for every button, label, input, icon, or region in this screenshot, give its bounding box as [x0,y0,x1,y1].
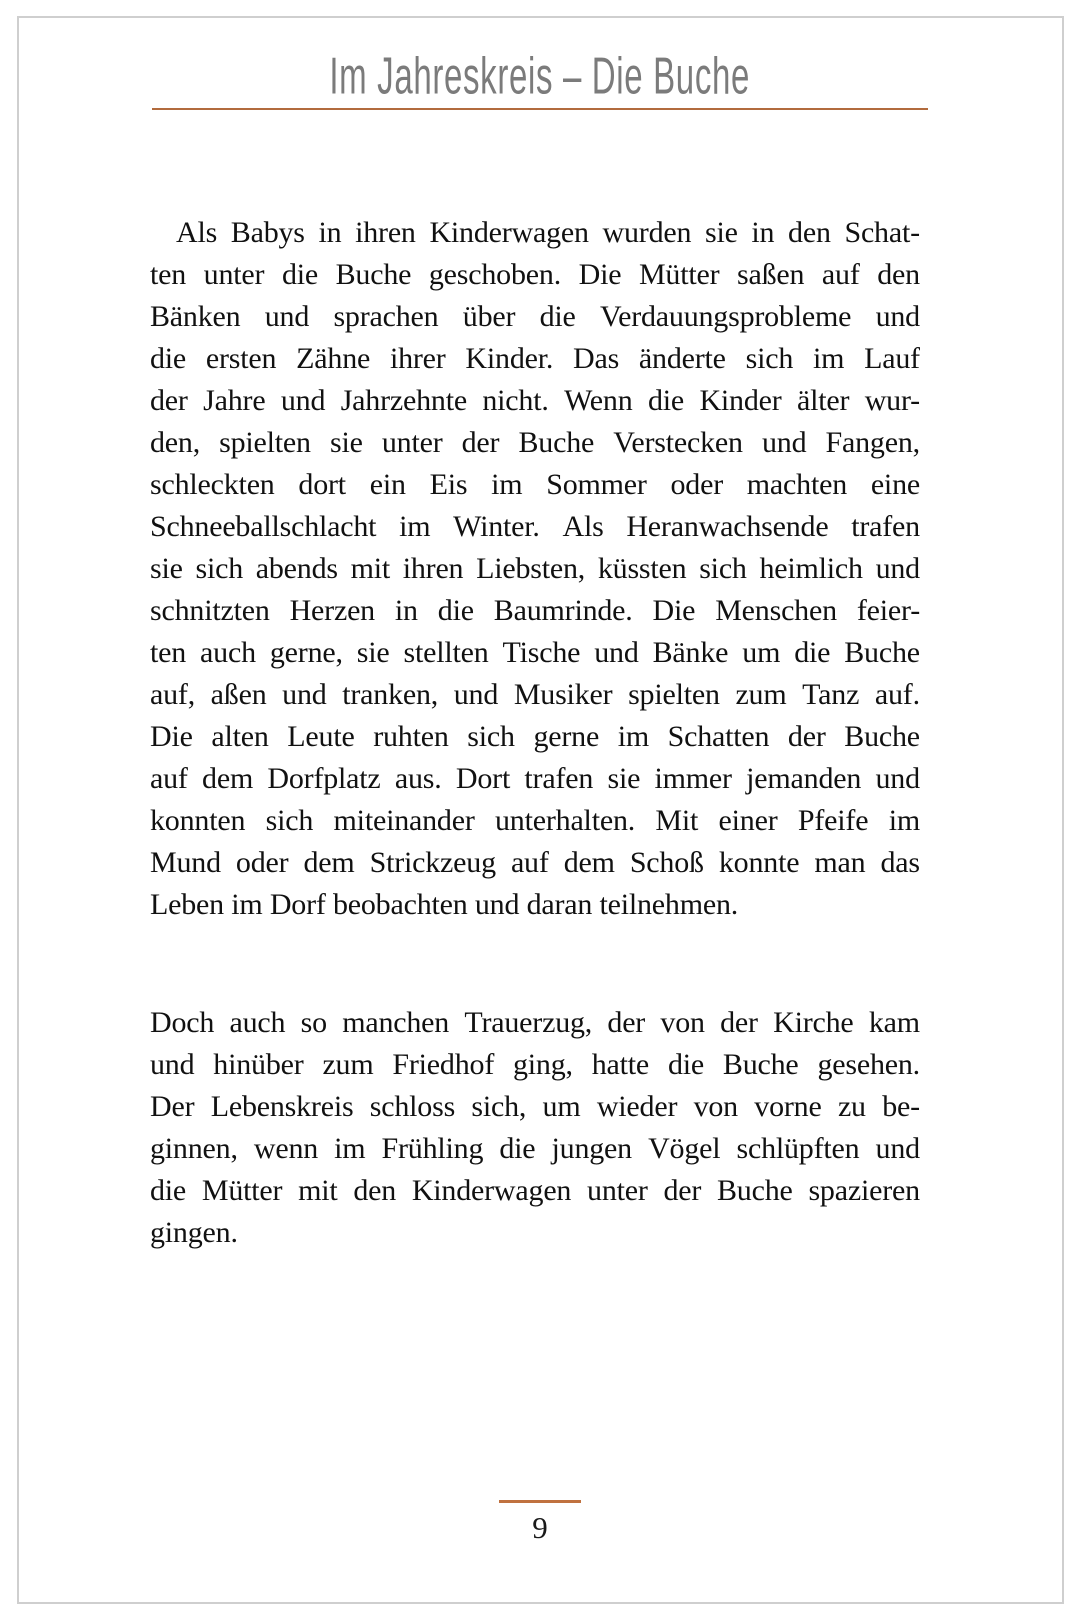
text-line: auf dem Dorfplatz aus. Dort trafen sie immer jemanden und [150,762,920,795]
page-footer [0,1500,1080,1548]
paragraph [150,1002,920,1254]
text-line: Schneeballschlacht im Winter. Als Heranwachsende trafen [150,510,920,543]
text-line: Leben im Dorf beobachten und daran teilnehmen. [150,888,739,921]
text-line: ten auch gerne, sie stellten Tische und Bänke um die Buche [150,636,920,669]
text-line: Die alten Leute ruhten sich gerne im Schatten der Buche [150,720,920,753]
text-line: gingen. [150,1216,238,1249]
chapter-header [0,48,1080,110]
page-number: 9 [532,1510,548,1545]
text-line: den, spielten sie unter der Buche Verstecken und Fangen, [150,426,920,459]
text-line: Mund oder dem Strickzeug auf dem Schoß konnte man das [150,846,920,879]
text-line: und hinüber zum Friedhof ging, hatte die Buche gesehen. [150,1048,920,1081]
text-line: Doch auch so manchen Trauerzug, der von der Kirche kam [150,1006,920,1039]
text-line: Bänken und sprachen über die Verdauungsprobleme und [150,300,920,333]
paragraph [150,212,920,926]
body-text [150,212,920,1254]
text-line: ginnen, wenn im Frühling die jungen Vögel schlüpften und [150,1132,920,1165]
text-line: die Mütter mit den Kinderwagen unter der Buche spazieren [150,1174,920,1207]
text-line: die ersten Zähne ihrer Kinder. Das änderte sich im Lauf [150,342,920,375]
text-line: schnitzten Herzen in die Baumrinde. Die Menschen feier- [150,594,920,627]
text-line: Als Babys in ihren Kinderwagen wurden sie in den Schat- [176,216,920,249]
header-divider-line [152,108,928,110]
footer-divider-line [499,1500,581,1503]
text-line: auf, aßen und tranken, und Musiker spielten zum Tanz auf. [150,678,920,711]
text-line: schleckten dort ein Eis im Sommer oder machten eine [150,468,920,501]
text-line: der Jahre und Jahrzehnte nicht. Wenn die Kinder älter wur- [150,384,920,417]
text-line: sie sich abends mit ihren Liebsten, küssten sich heimlich und [150,552,920,585]
chapter-title: Im Jahreskreis – Die Buche [329,46,751,106]
text-line: Der Lebenskreis schloss sich, um wieder von vorne zu be- [150,1090,920,1123]
text-line: konnten sich miteinander unterhalten. Mit einer Pfeife im [150,804,920,837]
text-line: ten unter die Buche geschoben. Die Mütter saßen auf den [150,258,920,291]
